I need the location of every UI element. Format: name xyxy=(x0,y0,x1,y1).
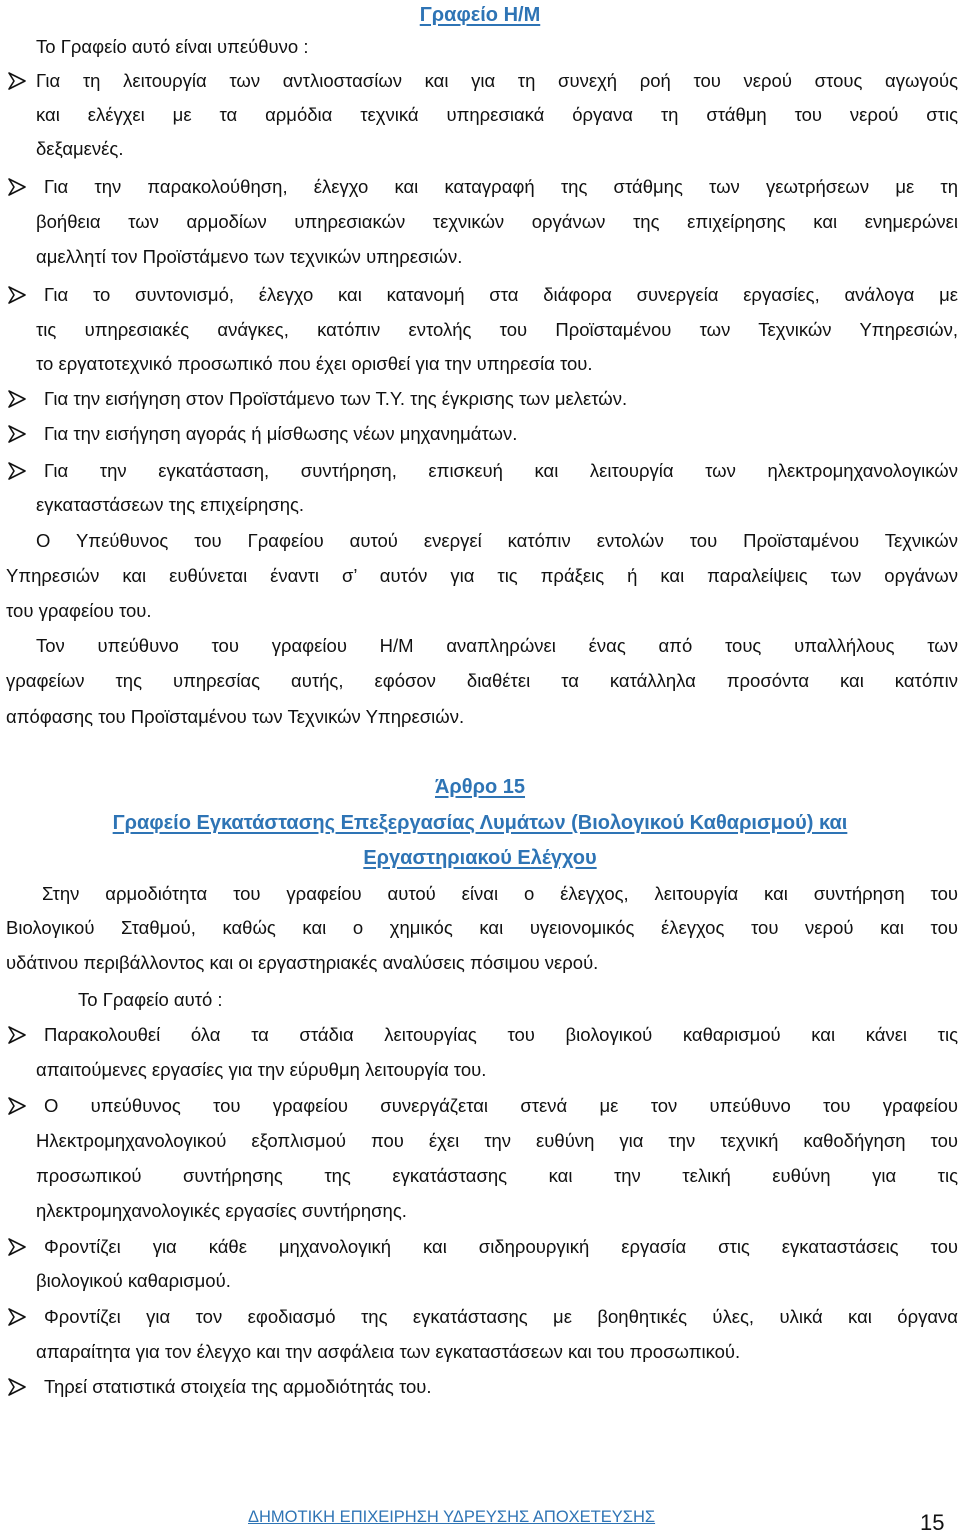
bullet-line: Ηλεκτρομηχανολογικού εξοπλισμού που έχει την ευθύνη για την τεχνική καθοδήγηση του xyxy=(36,1130,958,1151)
bullet3-line: Για το συντονισμό, έλεγχο και κατανομή στα διάφορα συνεργεία εργασίες, ανάλογα με xyxy=(44,284,958,305)
bullet1-line: Για τη λειτουργία των αντλιοστασίων και για τη συνεχή ροή του νερού στους αγωγούς xyxy=(36,70,958,91)
arrow-bullet-icon xyxy=(8,1370,30,1404)
bullet2-line: Για την παρακολούθηση, έλεγχο και καταγραφή της στάθμης των γεωτρήσεων με τη xyxy=(44,176,958,197)
bullet2-line: αμελλητί τον Προϊστάμενο των τεχνικών υπηρεσιών. xyxy=(36,246,463,267)
arrow-bullet-icon xyxy=(8,1018,30,1052)
paragraph-line: υδάτινου περιβάλλοντος και οι εργαστηριακές αναλύσεις πόσιμου νερού. xyxy=(6,952,599,973)
bullet4-line: Για την εισήγηση στον Προϊστάμενο των Τ.Υ. της έγκρισης των μελετών. xyxy=(44,388,628,409)
bullet-line: βιολογικού καθαρισμού. xyxy=(36,1270,231,1291)
paragraph-line: απόφασης του Προϊσταμένου των Τεχνικών Υπηρεσιών. xyxy=(6,706,465,727)
bullet-line: Φροντίζει για τον εφοδιασμό της εγκατάστασης με βοηθητικές ύλες, υλικά και όργανα xyxy=(44,1306,958,1327)
arrow-bullet-icon xyxy=(8,278,30,312)
arrow-bullet-icon xyxy=(8,1089,30,1123)
arrow-bullet-icon xyxy=(8,64,30,98)
bullet3-line: τις υπηρεσιακές ανάγκες, κατόπιν εντολής του Προϊσταμένου των Τεχνικών Υπηρεσιών, xyxy=(36,319,958,340)
bullet3-line: το εργατοτεχνικό προσωπικό που έχει ορισθεί για την υπηρεσία του. xyxy=(36,353,593,374)
bullet-line: προσωπικού συντήρησης της εγκατάστασης και την τελική ευθύνη για τις xyxy=(36,1165,958,1186)
paragraph-line: Στην αρμοδιότητα του γραφείου αυτού είναι ο έλεγχος, λειτουργία και συντήρηση του xyxy=(42,883,958,904)
bullet-line: Παρακολουθεί όλα τα στάδια λειτουργίας του βιολογικού καθαρισμού και κάνει τις xyxy=(44,1024,958,1045)
arrow-bullet-icon xyxy=(8,1300,30,1334)
section-title: Γραφείο Η/Μ xyxy=(419,4,541,26)
article-number: Άρθρο 15 xyxy=(434,776,526,798)
bullet6-line: Για την εγκατάσταση, συντήρηση, επισκευή και λειτουργία των ηλεκτρομηχανολογικών xyxy=(44,460,958,481)
article-title: Εργαστηριακού Ελέγχου xyxy=(363,847,597,869)
paragraph-line: γραφείων της υπηρεσίας αυτής, εφόσον διαθέτει τα κατάλληλα προσόντα και κατόπιν xyxy=(6,670,958,691)
paragraph-line: Βιολογικού Σταθμού, καθώς και ο χημικός και υγειονομικός έλεγχος του νερού και του xyxy=(6,917,958,938)
footer-organization: ΔΗΜΟΤΙΚΗ ΕΠΙΧΕΙΡΗΣΗ ΥΔΡΕΥΣΗΣ ΑΠΟΧΕΤΕΥΣΗΣ xyxy=(248,1508,656,1526)
page-number: 15 xyxy=(920,1510,945,1535)
arrow-bullet-icon xyxy=(8,417,30,451)
arrow-bullet-icon xyxy=(8,1230,30,1264)
paragraph-line: Ο Υπεύθυνος του Γραφείου αυτού ενεργεί κατόπιν εντολών του Προϊσταμένου Τεχνικών xyxy=(36,530,958,551)
arrow-bullet-icon xyxy=(8,170,30,204)
arrow-bullet-icon xyxy=(8,382,30,416)
article-title: Γραφείο Εγκατάστασης Επεξεργασίας Λυμάτων (Βιολογικού Καθαρισμού) και xyxy=(112,812,848,834)
paragraph-line: του γραφείου του. xyxy=(6,600,152,621)
bullet-line: απαραίτητα για τον έλεγχο και την ασφάλεια των εγκαταστάσεων και του προσωπικού. xyxy=(36,1341,741,1362)
bullet6-line: εγκαταστάσεων της επιχείρησης. xyxy=(36,494,305,515)
bullet1-line: δεξαμενές. xyxy=(36,138,124,159)
bullet-line: Τηρεί στατιστικά στοιχεία της αρμοδιότητάς του. xyxy=(44,1376,432,1397)
bullet-line: Ο υπεύθυνος του γραφείου συνεργάζεται στενά με τον υπεύθυνο του γραφείου xyxy=(44,1095,958,1116)
paragraph-line: Υπηρεσιών και ευθύνεται έναντι σ’ αυτόν για τις πράξεις ή και παραλείψεις των οργάνων xyxy=(6,565,958,586)
bullet2-line: βοήθεια των αρμοδίων υπηρεσιακών τεχνικών οργάνων της επιχείρησης και ενημερώνει xyxy=(36,211,958,232)
bullet-line: Φροντίζει για κάθε μηχανολογική και σιδηρουργική εργασία στις εγκαταστάσεις του xyxy=(44,1236,958,1257)
bullet1-line: και ελέγχει με τα αρμόδια τεχνικά υπηρεσιακά όργανα τη στάθμη του νερού στις xyxy=(36,104,958,125)
bullet5-line: Για την εισήγηση αγοράς ή μίσθωσης νέων μηχανημάτων. xyxy=(44,423,518,444)
intro-text: Το Γραφείο αυτό : xyxy=(78,989,223,1010)
paragraph-line: Τον υπεύθυνο του γραφείου Η/Μ αναπληρώνει ένας από τους υπαλλήλους των xyxy=(36,635,958,656)
bullet-line: απαιτούμενες εργασίες για την εύρυθμη λειτουργία του. xyxy=(36,1059,487,1080)
intro-text: Το Γραφείο αυτό είναι υπεύθυνο : xyxy=(36,36,309,57)
arrow-bullet-icon xyxy=(8,454,30,488)
bullet-line: ηλεκτρομηχανολογικές εργασίες συντήρησης. xyxy=(36,1200,407,1221)
